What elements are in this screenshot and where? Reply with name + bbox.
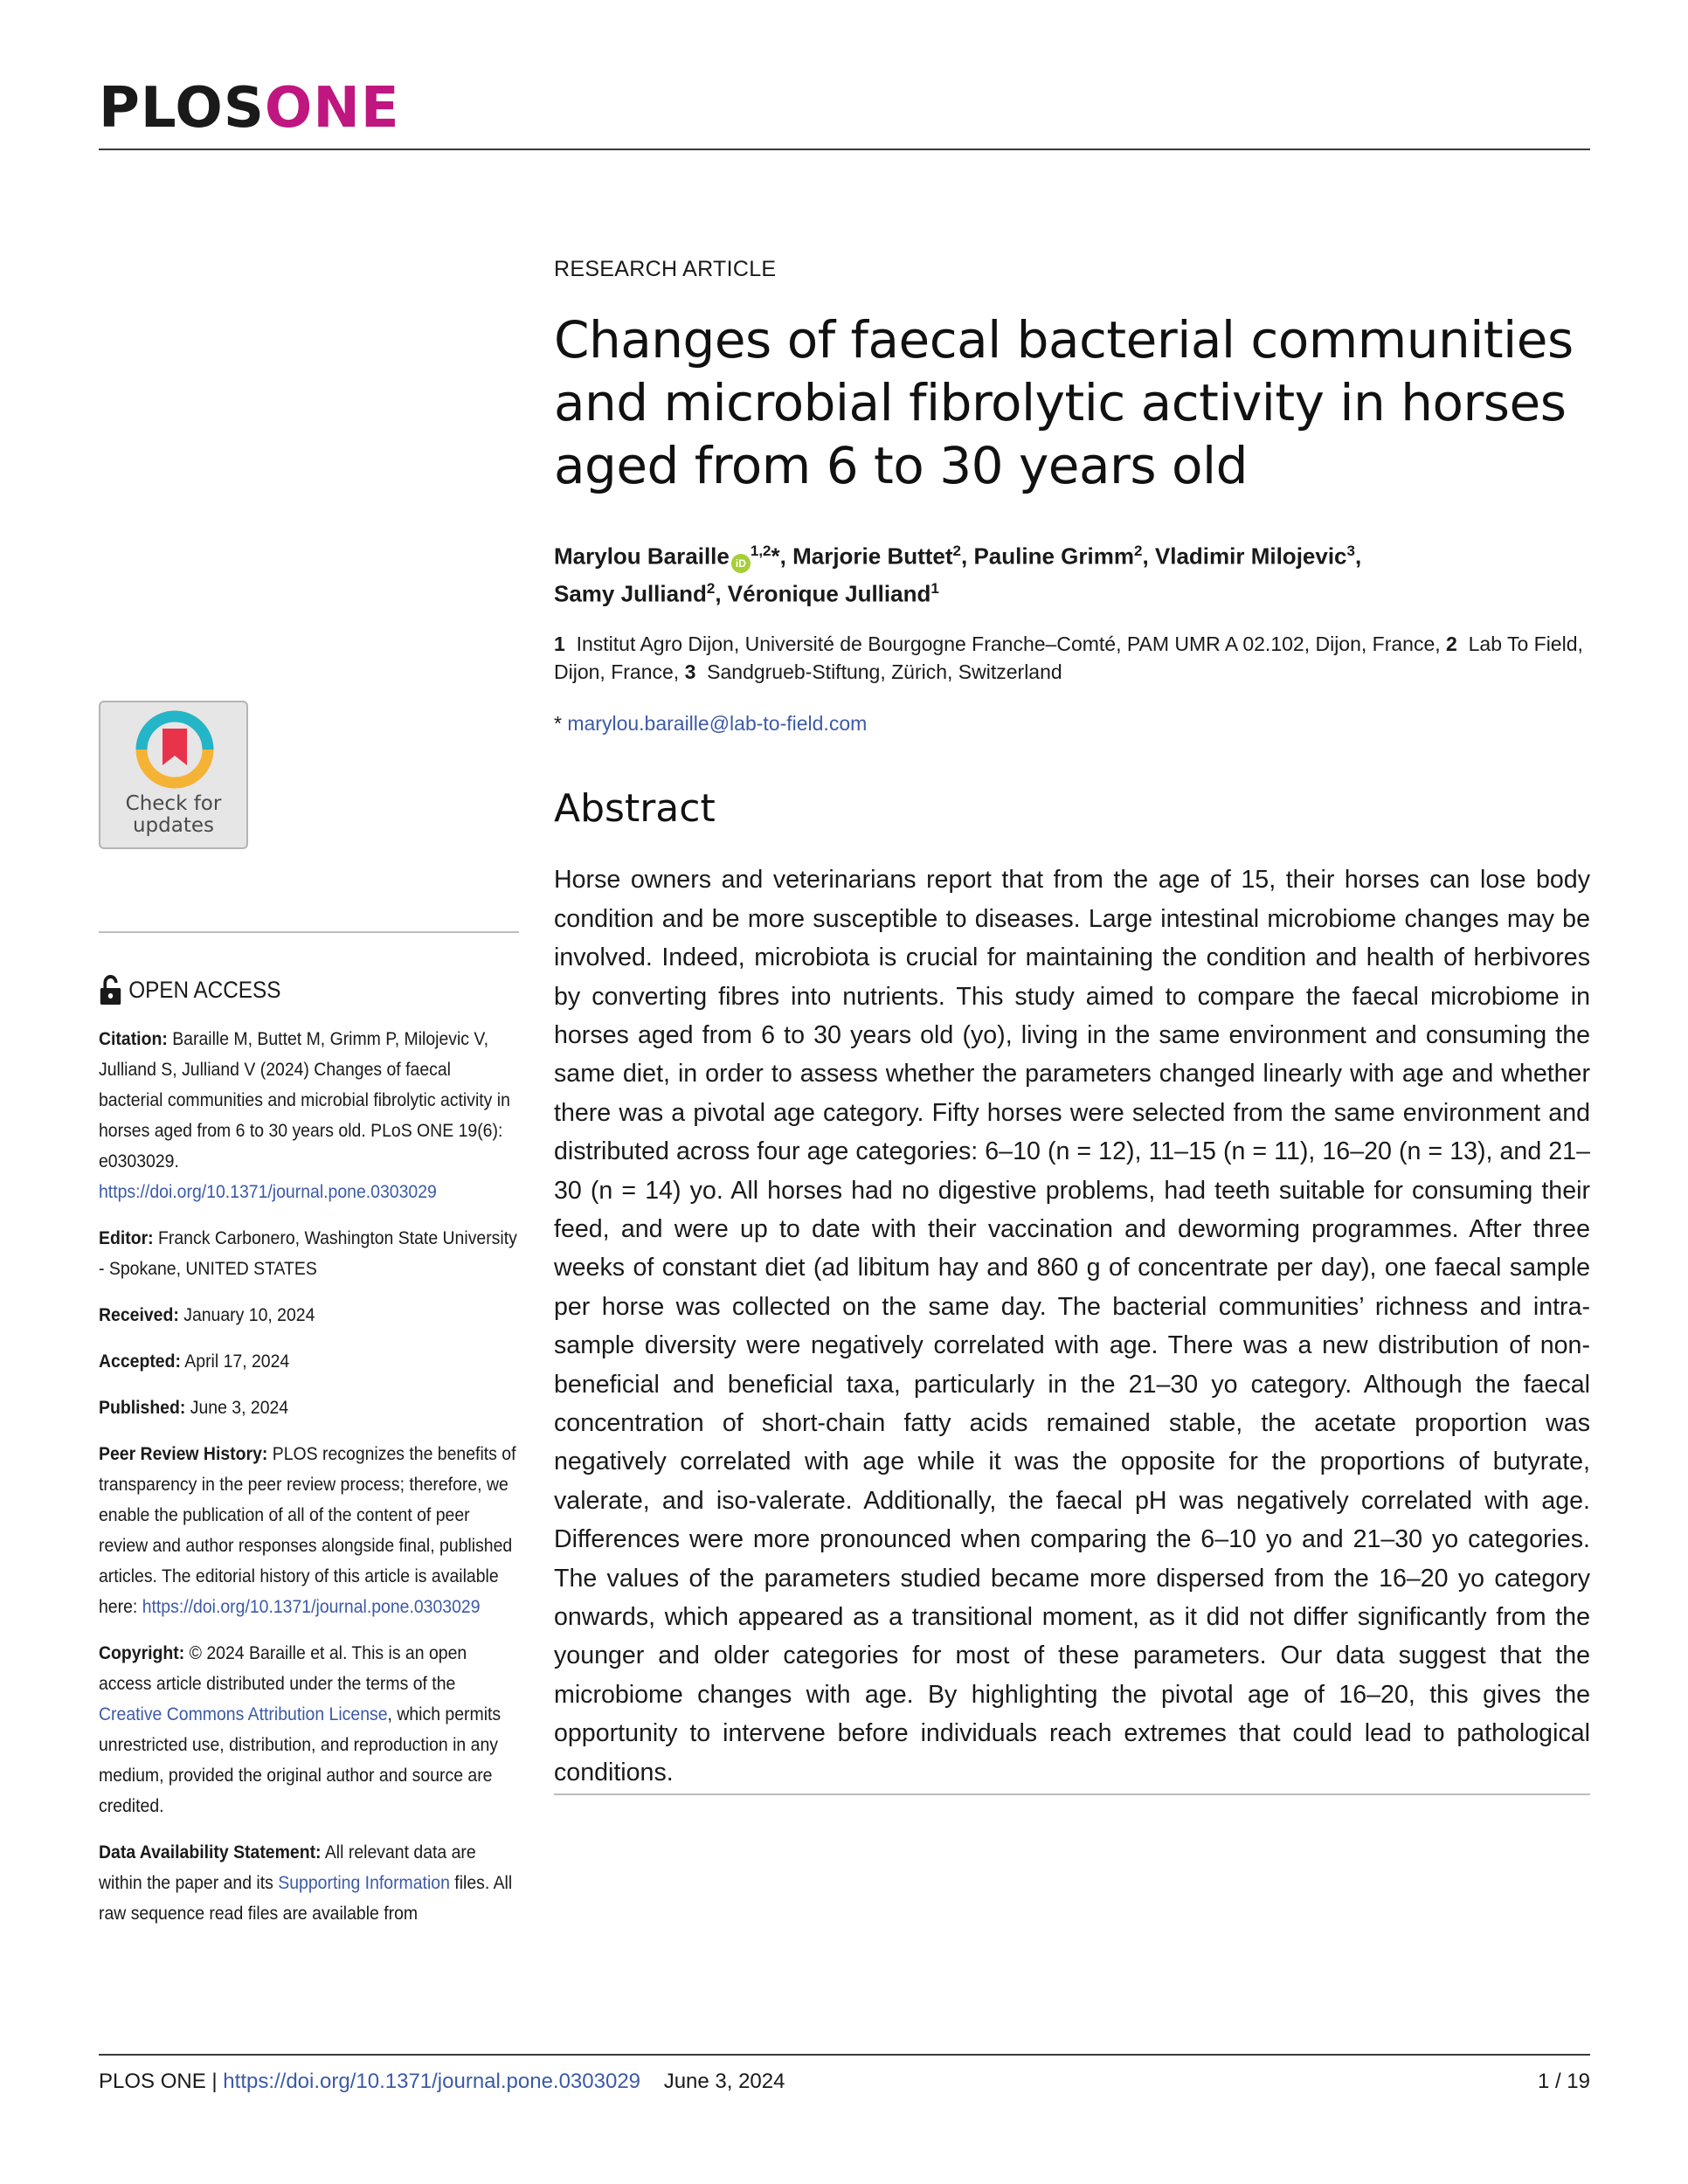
corresponding-email-line: [554, 712, 1590, 736]
main-column: [554, 257, 1590, 1817]
open-lock-icon: [99, 974, 122, 1006]
journal-logo[interactable]: [99, 76, 400, 141]
editor-label: Editor:: [99, 1227, 154, 1248]
received-label: Received:: [99, 1303, 179, 1325]
footer-journal: PLOS ONE: [99, 2070, 206, 2093]
author-name[interactable]: Samy Julliand: [554, 580, 707, 607]
corresponding-author-marker: *: [771, 543, 780, 570]
check-for-updates-badge[interactable]: [99, 701, 248, 849]
peer-review-label: Peer Review History:: [99, 1442, 268, 1464]
orcid-icon[interactable]: iD: [731, 554, 751, 573]
copyright-text-end: , which permits unrestricted use, distribution, and reproduction in any medium, provided the original author and source are credited.: [99, 1703, 502, 1816]
corresponding-email-link[interactable]: marylou.baraille@lab-to-field.com: [567, 712, 868, 736]
published-date: June 3, 2024: [190, 1396, 289, 1418]
open-access-label: [99, 974, 520, 1006]
supporting-information-link[interactable]: Supporting Information: [278, 1871, 450, 1893]
abstract-body: Horse owners and veterinarians report that from the age of 15, their horses can lose body condition and be more susceptible to diseases. Large intestinal microbiome changes may be involved. Indeed, microbiota is crucial for maintaining the condition and health of herbivores by converting fibres into nutrients. This study aimed to compare the faecal microbiome in horses aged from 6 to 30 years old (yo), living in the same environment and consuming the same diet, in order to assess whether the parameters changed linearly with age and whether there was a pivotal age category. Fifty horses were selected from the same environment and distributed across four age categories: 6–10 (n = 12), 11–15 (n = 11), 16–20 (n = 13), and 21–30 (n = 14) yo. All horses had no digestive problems, had teeth suitable for consuming their feed, and were up to date with their vaccination and deworming programmes. After three weeks of constant diet (ad libitum hay and 860 g of concentrate per day), one faecal sample per horse was collected on the same day. The bacterial communities’ richness and intra-sample diversity were negatively correlated with age. There was a new distribution of non-beneficial and beneficial taxa, particularly in the 21–30 yo category. Although the faecal concentration of short-chain fatty acids remained stable, the acetate proportion was negatively correlated with age while it was the opposite for the proportions of butyrate, valerate, and iso-valerate. Additionally, the faecal pH was negatively correlated with age. Differences were more pronounced when comparing the 6–10 yo and 21–30 yo categories. The values of the parameters studied became more dispersed from the 16–20 yo category onwards, which appeared as a transitional moment, as it did not differ significantly from the younger and older categories for most of these parameters. Our data suggest that the microbiome changes with age. By highlighting the pivotal age of 16–20, this gives the opportunity to intervene before individuals reach extremes that could lead to pathological conditions.: [554, 866, 1590, 1787]
badge-line-1: Check for: [125, 792, 222, 815]
author-affiliation-marker: 2: [706, 579, 716, 597]
copyright-block: [99, 1637, 520, 1821]
copyright-label: Copyright:: [99, 1641, 185, 1663]
license-link[interactable]: Creative Commons Attribution License: [99, 1703, 388, 1724]
affiliations: [554, 630, 1590, 686]
badge-label: [100, 793, 246, 837]
footer-divider: [99, 2054, 1590, 2056]
author-name[interactable]: Marjorie Buttet: [792, 543, 953, 570]
author-affiliation-marker: 1,2: [750, 543, 771, 559]
page-footer: [99, 2070, 1590, 2094]
crossmark-icon: [133, 709, 217, 790]
affiliation-text: Institut Agro Dijon, Université de Bourgogne Franche–Comté, PAM UMR A 02.102, Dijon, France,: [576, 632, 1441, 656]
peer-review-link[interactable]: https://doi.org/10.1371/journal.pone.0303029: [142, 1595, 481, 1617]
peer-review-text: PLOS recognizes the benefits of transparency in the peer review process; therefore, we enable the publication of all of the content of peer review and author responses alongside final, published articles. The editorial history of this article is available here:: [99, 1442, 516, 1617]
author-affiliation-marker: 1: [930, 579, 939, 597]
logo-plos: PLOS: [99, 76, 265, 141]
open-access-text: OPEN ACCESS: [128, 976, 281, 1003]
author-list: Marylou Baraille iD$^{1,2}$*, Marjorie Buttet$^2$, Pauline Grimm$^2$, Vladimir Milojevic$^3$, Samy Julliand$^2$, Véronique Julliand$^1$: [554, 543, 1362, 607]
article-type: RESEARCH ARTICLE: [554, 257, 777, 281]
author-affiliation-marker: 2: [952, 543, 962, 559]
article-title: Changes of faecal bacterial communities and microbial fibrolytic activity in horses aged from 6 to 30 years old: [554, 310, 1574, 495]
author-affiliation-marker: 3: [1346, 543, 1355, 559]
abstract-divider: [554, 1794, 1590, 1795]
logo-one: ONE: [264, 76, 400, 141]
editor-block: [99, 1222, 520, 1283]
citation-label: Citation:: [99, 1027, 168, 1049]
affiliation-number: 3: [684, 660, 696, 684]
article-info-sidebar: [99, 974, 517, 1944]
citation-doi-link[interactable]: https://doi.org/10.1371/journal.pone.0303029: [99, 1180, 437, 1202]
author-name[interactable]: Marylou Baraille: [554, 543, 730, 570]
peer-review-block: [99, 1438, 520, 1621]
copyright-text: © 2024 Baraille et al. This is an open access article distributed under the terms of the: [99, 1641, 467, 1694]
author-affiliation-marker: 2: [1133, 543, 1143, 559]
data-availability-label: Data Availability Statement:: [99, 1841, 322, 1863]
header-divider: [99, 149, 1590, 150]
citation-block: [99, 1023, 520, 1206]
abstract-heading: Abstract: [554, 786, 716, 832]
received-block: [99, 1299, 520, 1330]
footer-doi-link[interactable]: https://doi.org/10.1371/journal.pone.0303029: [223, 2070, 641, 2093]
affiliation-text: Lab To Field, Dijon, France,: [554, 632, 1583, 684]
editor-text: Franck Carbonero, Washington State University - Spokane, UNITED STATES: [99, 1227, 517, 1279]
accepted-date: April 17, 2024: [184, 1350, 290, 1372]
data-availability-text-end: files. All raw sequence read files are available from: [99, 1871, 513, 1924]
badge-line-2: updates: [132, 814, 215, 837]
author-name[interactable]: Véronique Julliand: [727, 580, 931, 607]
affiliation-text: Sandgrueb-Stiftung, Zürich, Switzerland: [707, 660, 1062, 684]
affiliation-number: 2: [1446, 632, 1457, 656]
sidebar-divider: [99, 931, 519, 933]
published-label: Published:: [99, 1396, 186, 1418]
footer-date: June 3, 2024: [663, 2070, 785, 2093]
received-date: January 10, 2024: [183, 1303, 315, 1325]
corresponding-asterisk: *: [554, 712, 562, 736]
author-name[interactable]: Vladimir Milojevic: [1154, 543, 1347, 570]
data-availability-text: All relevant data are within the paper and its: [99, 1841, 476, 1893]
footer-separator: |: [211, 2070, 218, 2093]
author-name[interactable]: Pauline Grimm: [973, 543, 1134, 570]
citation-text: Baraille M, Buttet M, Grimm P, Milojevic V, Julliand S, Julliand V (2024) Changes of faecal bacterial communities and microbial fibrolytic activity in horses aged from 6 to 30 years old. PLoS ONE 19(6): e0303029.: [99, 1027, 510, 1171]
published-block: [99, 1392, 520, 1422]
data-availability-block: [99, 1836, 520, 1928]
accepted-label: Accepted:: [99, 1350, 181, 1372]
affiliation-number: 1: [554, 632, 565, 656]
page-number: 1 / 19: [1537, 2070, 1590, 2093]
accepted-block: [99, 1345, 520, 1376]
